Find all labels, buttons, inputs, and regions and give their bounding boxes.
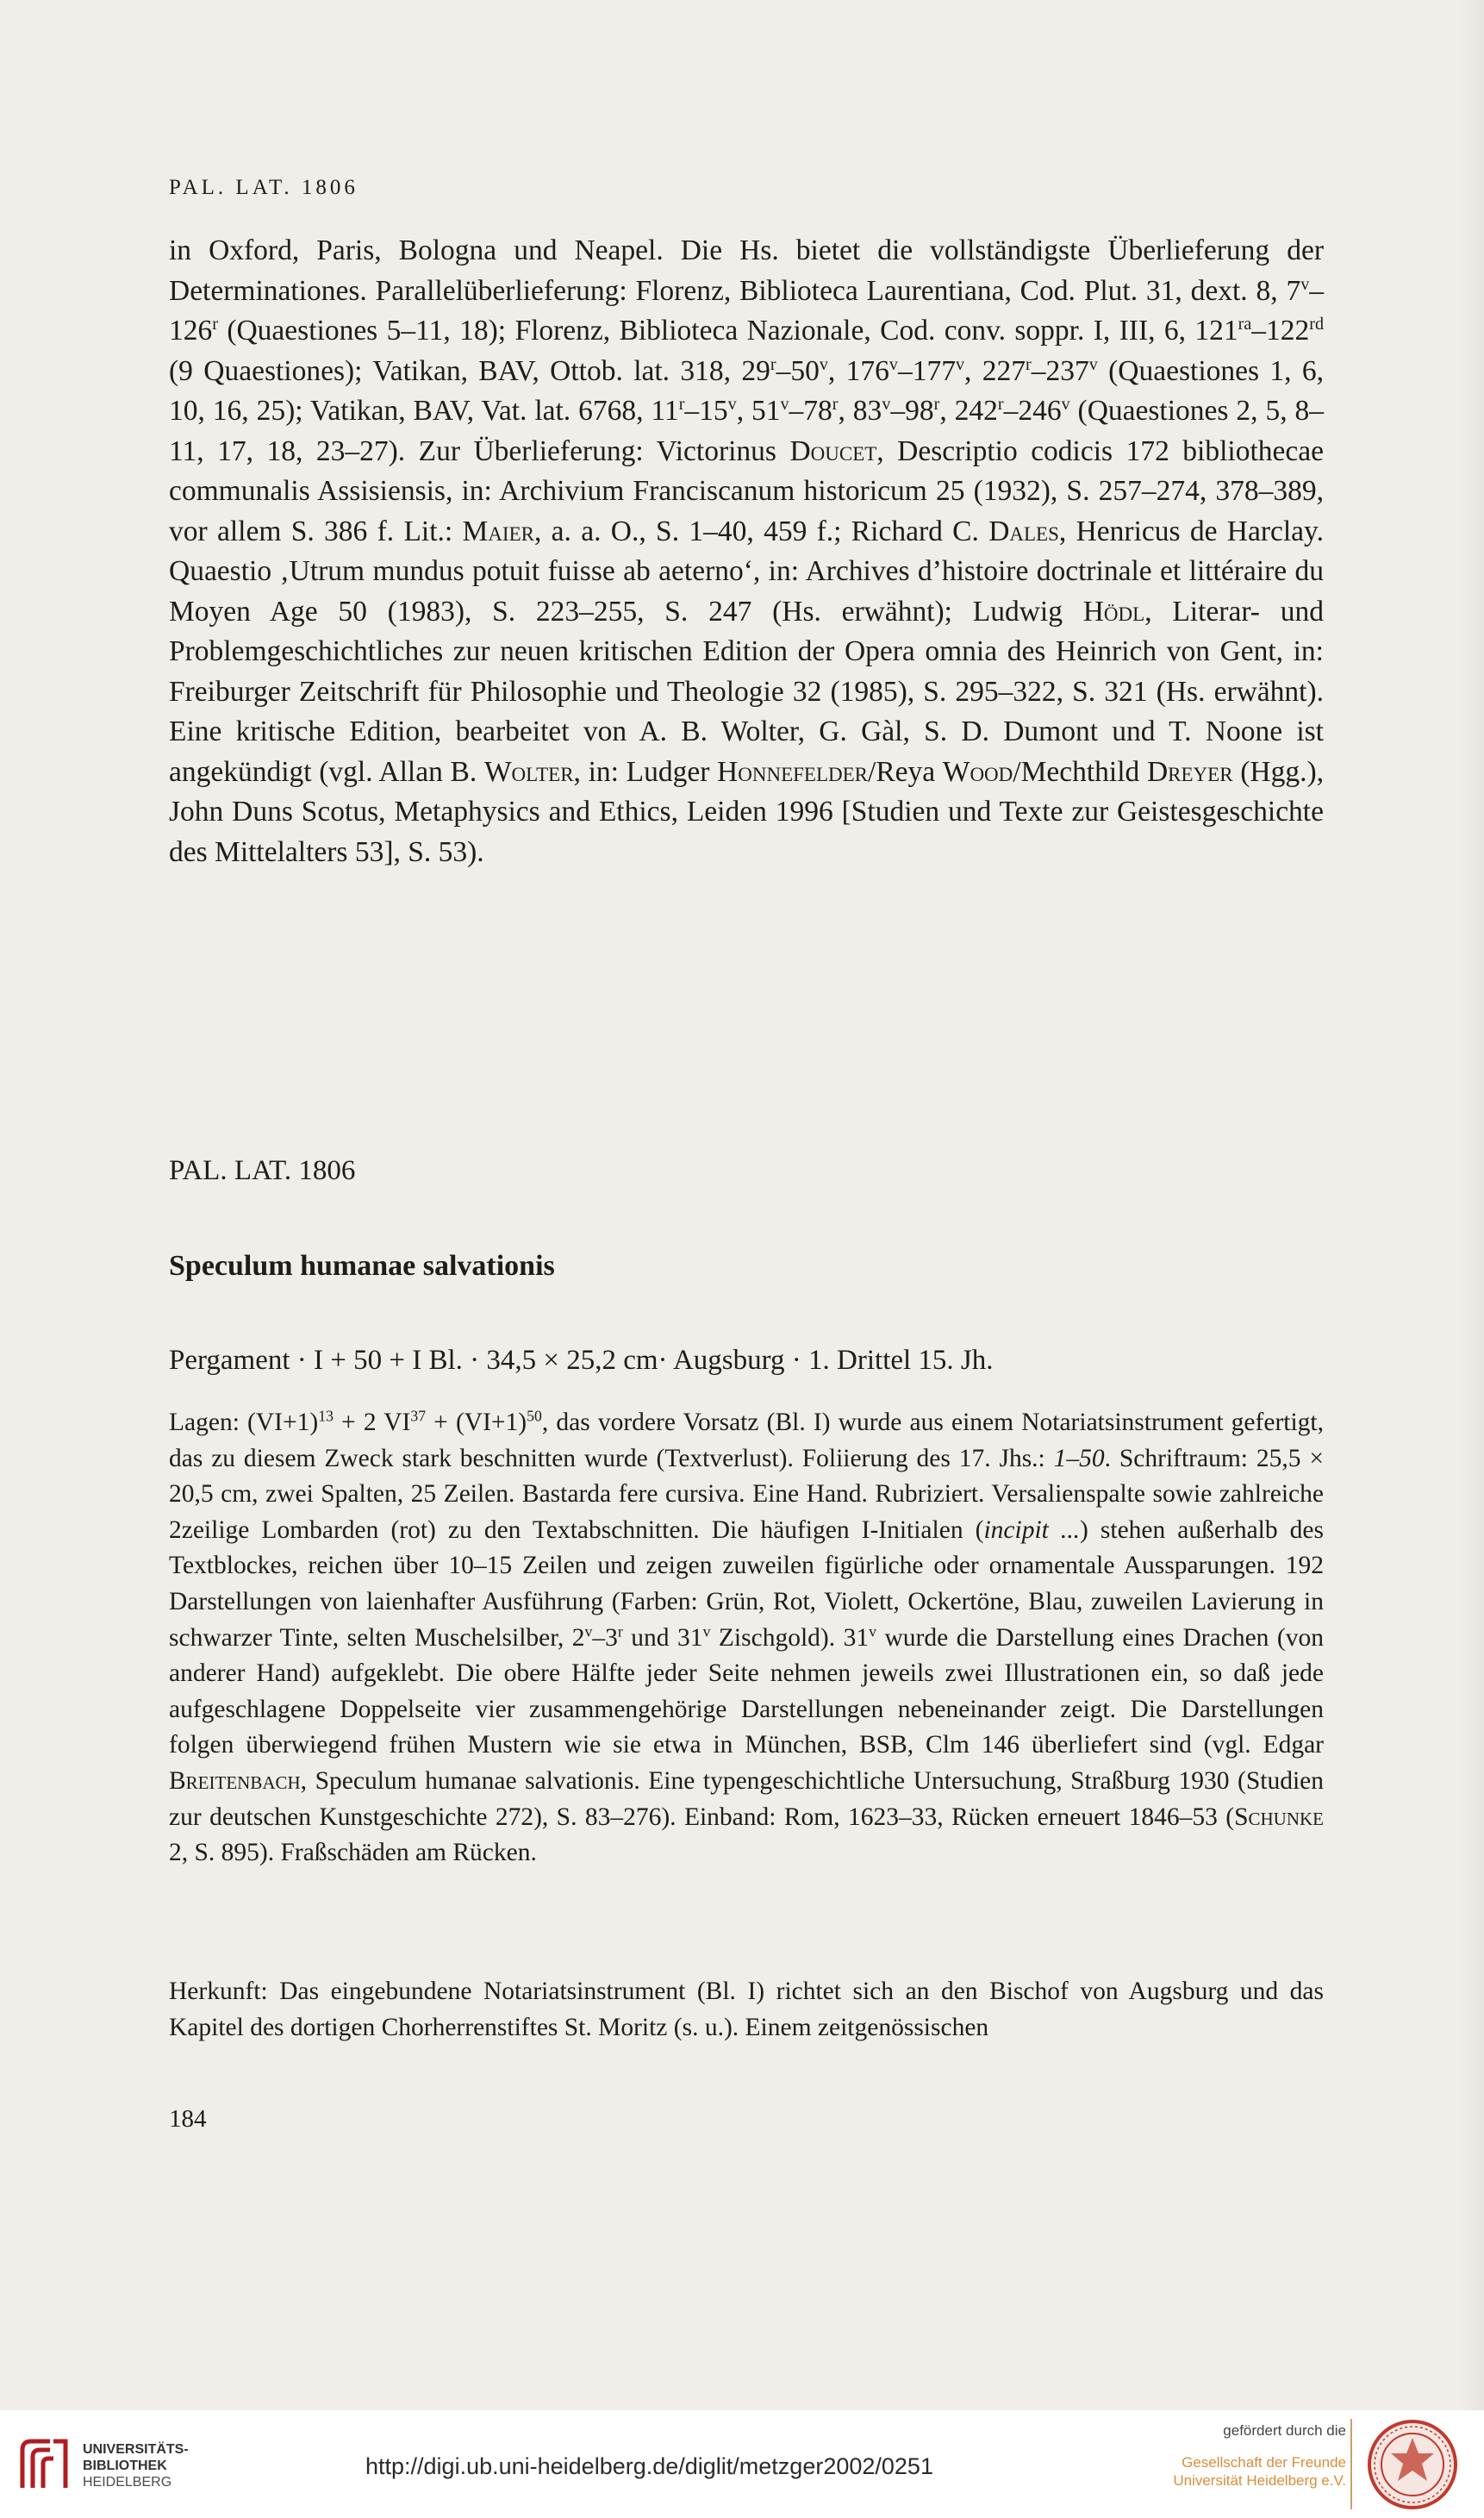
author-name: Doucet — [789, 434, 877, 467]
sponsor-name[interactable]: Gesellschaft der Freunde Universität Heidelberg e.V. — [1173, 2454, 1346, 2489]
author-name: Hödl — [1082, 595, 1145, 628]
university-library-logo-icon[interactable] — [16, 2434, 76, 2499]
author-name: Dales — [988, 515, 1059, 547]
section-shelfmark: PAL. LAT. 1806 — [169, 1155, 356, 1186]
page-number: 184 — [169, 2105, 207, 2133]
author-name: Maier — [462, 515, 534, 547]
author-name: Dreyer — [1146, 755, 1233, 788]
author-name: Breitenbach — [169, 1766, 301, 1795]
footer-divider — [1350, 2419, 1352, 2509]
sponsor-credit: gefördert durch die Gesellschaft der Freunde Universität Heidelberg e.V. — [1103, 2422, 1346, 2490]
author-name: Wood — [942, 755, 1013, 788]
author-name: Honnefelder — [717, 755, 869, 788]
text-paragraph-3: Herkunft: Das eingebundene Notariatsinstrument (Bl. I) richtet sich an den Bischof von Augsburg und das Kapitel des dortigen Chorherrenstiftes St. Moritz (s. u.). Einem zeitgenössischen — [169, 1978, 1324, 2041]
viewer-footer — [0, 2410, 1484, 2518]
section-title: Speculum humanae salvationis — [169, 1250, 555, 1282]
author-name: Schunke — [1234, 1803, 1324, 1831]
text-paragraph-2: Lagen: $(VI+1)^{13} + 2$ $VI^{37} + (VI+1)^{50}$, das vordere Vorsatz (Bl. I) wurde aus einem Notariatsinstrument gefertigt, das zu diesem Zweck stark beschnitten wurde (Textverlust). Foliierung des 17. Jhs.: 1–50. Schriftraum: 25,5 × 20,5 cm, zwei Spalten, 25 Zeilen. Bastarda fere cursiva. Eine Hand. Rubriziert. Versalienspalte sowie zahlreiche 2zeilige Lombarden (rot) zu den Textabschnitten. Die häufigen I-Initialen (incipit ...) stehen außerhalb des Textblockes, reichen über 10–15 Zeilen und zeigen zuweilen figürliche oder ornamentale Aussparungen. 192 Darstellungen von laienhafter Ausführung (Farben: Grün, Rot, Violett, Ockertöne, Blau, zuweilen Lavierung in schwarzer Tinte, selten Muschelsilber, 2$^v$–3$^r$ und 31$^v$ Zischgold). 31$^v$ wurde die Darstellung eines Drachen (von anderer Hand) aufgeklebt. Die obere Hälfte jeder Seite nehmen jeweils zwei Illustrationen ein, so daß jede aufgeschlagene Doppelseite vier zusammengehörige Darstellungen nebeneinander zeigt. Die Darstellungen folgen überwiegend frühen Mustern wie sie etwa in München, BSB, Clm 146 überliefert sind (vgl. Edgar Breitenbach, Speculum humanae salvationis. Eine typengeschichtliche Untersuchung, Straßburg 1930 (Studien zur deutschen Kunstgeschichte 272), S. 83–276). Einband: Rom, 1623–33, Rücken erneuert 1846–53 (Schunke 2, S. 895). Fraßschäden am Rücken. — [169, 1407, 1324, 1867]
author-name: Wolter — [483, 755, 574, 788]
university-seal-icon[interactable] — [1365, 2417, 1460, 2516]
physical-description: Pergament · I + 50 + I Bl. · 34,5 × 25,2 cm· Augsburg · 1. Drittel 15. Jh. — [169, 1345, 994, 1376]
text-paragraph-1: in Oxford, Paris, Bologna und Neapel. Die Hs. bietet die vollständigste Überlieferung der Determinationes. Parallelüberlieferung: Florenz, Biblioteca Laurentiana, Cod. Plut. 31, dext. 8, 7$^v$–126$^r$ (Quaestiones 5–11, 18); Florenz, Biblioteca Nazionale, Cod. conv. soppr. I, III, 6, $121^{ra}-122rd$ (9 Quaestiones); Vatikan, BAV, Ottob. lat. 318, 29$^r$–50$^v$, 176$^v$–177$^v$, 227$^r$–237$^v$ (Quaestiones 1, 6, 10, 16, 25); Vatikan, BAV, Vat. lat. 6768, 11$^r$–15$^v$, 51$^v$–78$^r$, 83$^v$–98$^r$, 242$^r$–246$^v$ (Quaestiones 2, 5, 8–11, 17, 18, 23–27). Zur Überlieferung: Victorinus Doucet, Descriptio codicis 172 bibliothecae communalis Assisiensis, in: Archivium Franciscanum historicum 25 (1932), S. 257–274, 378–389, vor allem S. 386 f. Lit.: Maier, a. a. O., S. 1–40, 459 f.; Richard C. Dales, Henricus de Harclay. Quaestio ‚Utrum mundus potuit fuisse ab aeterno‘, in: Archives d’histoire doctrinale et littéraire du Moyen Age 50 (1983), S. 223–255, S. 247 (Hs. erwähnt); Ludwig Hödl, Literar- und Problemgeschichtliches zur neuen kritischen Edition der Opera omnia des Heinrich von Gent, in: Freiburger Zeitschrift für Philosophie und Theologie 32 (1985), S. 295–322, S. 321 (Hs. erwähnt). Eine kritische Edition, bearbeitet von A. B. Wolter, G. Gàl, S. D. Dumont und T. Noone ist angekündigt (vgl. Allan B. Wolter, in: Ludger Honnefelder/Reya Wood/Mechthild Dreyer (Hgg.), John Duns Scotus, Metaphysics and Ethics, Leiden 1996 [Studien und Texte zur Geistesgeschichte des Mittelalters 53], S. 53). — [169, 234, 1325, 868]
running-head: PAL. LAT. 1806 — [169, 176, 359, 199]
document-url-link[interactable]: http://digi.ub.uni-heidelberg.de/diglit/metzger2002/0251 — [365, 2453, 933, 2479]
university-library-name: UNIVERSITÄTS- BIBLIOTHEK HEIDELBERG — [83, 2442, 189, 2490]
